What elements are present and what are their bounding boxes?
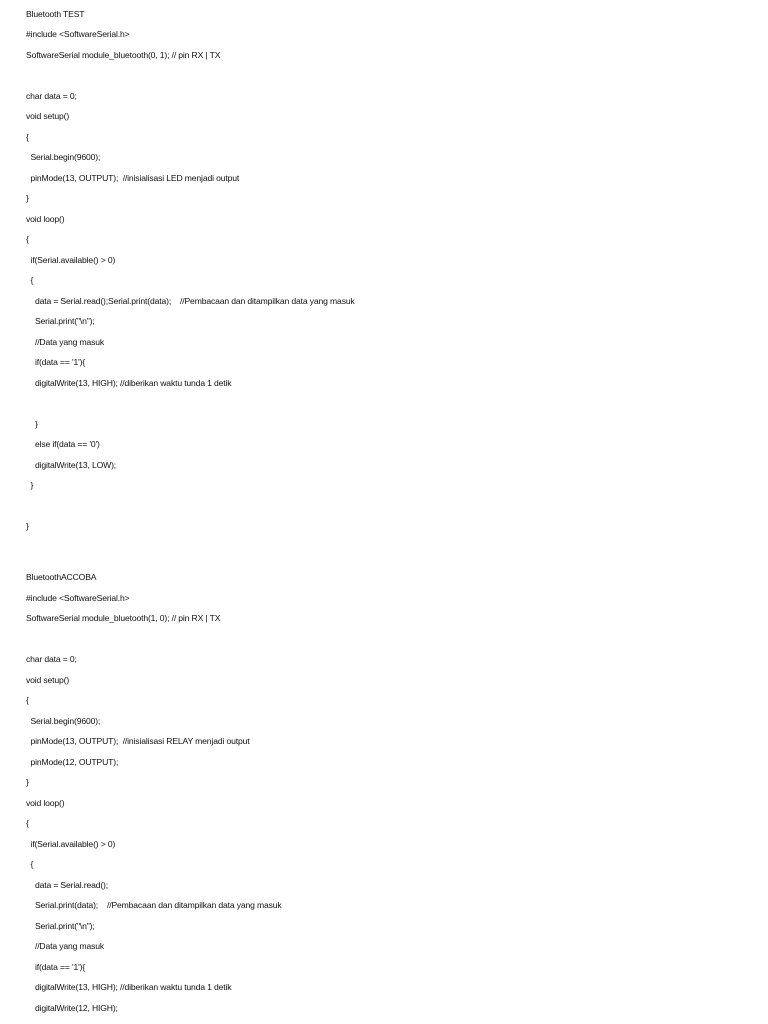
code-line: digitalWrite(13, LOW); <box>26 460 117 470</box>
code-line: #include <SoftwareSerial.h> <box>26 29 130 39</box>
code-line: { <box>26 859 34 869</box>
code-line: { <box>26 818 29 828</box>
code-line: char data = 0; <box>26 654 77 664</box>
code-line: digitalWrite(13, HIGH); //diberikan waktu tunda 1 detik <box>26 982 232 992</box>
code-line: } <box>26 480 34 490</box>
code-line: #include <SoftwareSerial.h> <box>26 593 130 603</box>
code-line: data = Serial.read(); <box>26 880 108 890</box>
code-line: } <box>26 193 29 203</box>
code-line: { <box>26 132 29 142</box>
code-line: digitalWrite(12, HIGH); <box>26 1003 118 1013</box>
code-line: void loop() <box>26 798 65 808</box>
code-line: if(data == '1'){ <box>26 357 86 367</box>
code-line: SoftwareSerial module_bluetooth(0, 1); // pin RX | TX <box>26 50 221 60</box>
section-title-bluetooth-accoba: BluetoothACCOBA <box>26 572 97 582</box>
code-line: void loop() <box>26 214 65 224</box>
code-line: { <box>26 275 34 285</box>
code-line: Serial.print("\n"); <box>26 921 95 931</box>
code-line: char data = 0; <box>26 91 77 101</box>
code-line: } <box>26 521 29 531</box>
code-line: pinMode(13, OUTPUT); //inisialisasi LED menjadi output <box>26 173 240 183</box>
code-line: digitalWrite(13, HIGH); //diberikan waktu tunda 1 detik <box>26 378 232 388</box>
code-line: pinMode(12, OUTPUT); <box>26 757 119 767</box>
code-line: Serial.print(data); //Pembacaan dan ditampilkan data yang masuk <box>26 900 282 910</box>
code-line: //Data yang masuk <box>26 941 105 951</box>
code-line: Serial.begin(9600); <box>26 716 101 726</box>
code-line: if(Serial.available() > 0) <box>26 839 116 849</box>
code-line: Serial.begin(9600); <box>26 152 101 162</box>
code-line: pinMode(13, OUTPUT); //inisialisasi RELAY menjadi output <box>26 736 250 746</box>
code-line: //Data yang masuk <box>26 337 105 347</box>
code-line: } <box>26 419 38 429</box>
code-line: if(Serial.available() > 0) <box>26 255 116 265</box>
code-line: void setup() <box>26 675 70 685</box>
code-line: if(data == '1'){ <box>26 962 86 972</box>
section-title-bluetooth-test: Bluetooth TEST <box>26 9 85 19</box>
code-line: data = Serial.read();Serial.print(data); //Pembacaan dan ditampilkan data yang masuk <box>26 296 355 306</box>
code-line: } <box>26 777 29 787</box>
code-line: { <box>26 234 29 244</box>
code-line: Serial.print("\n"); <box>26 316 95 326</box>
code-line: else if(data == '0') <box>26 439 100 449</box>
code-line: SoftwareSerial module_bluetooth(1, 0); // pin RX | TX <box>26 613 221 623</box>
code-line: void setup() <box>26 111 70 121</box>
code-line: { <box>26 695 29 705</box>
